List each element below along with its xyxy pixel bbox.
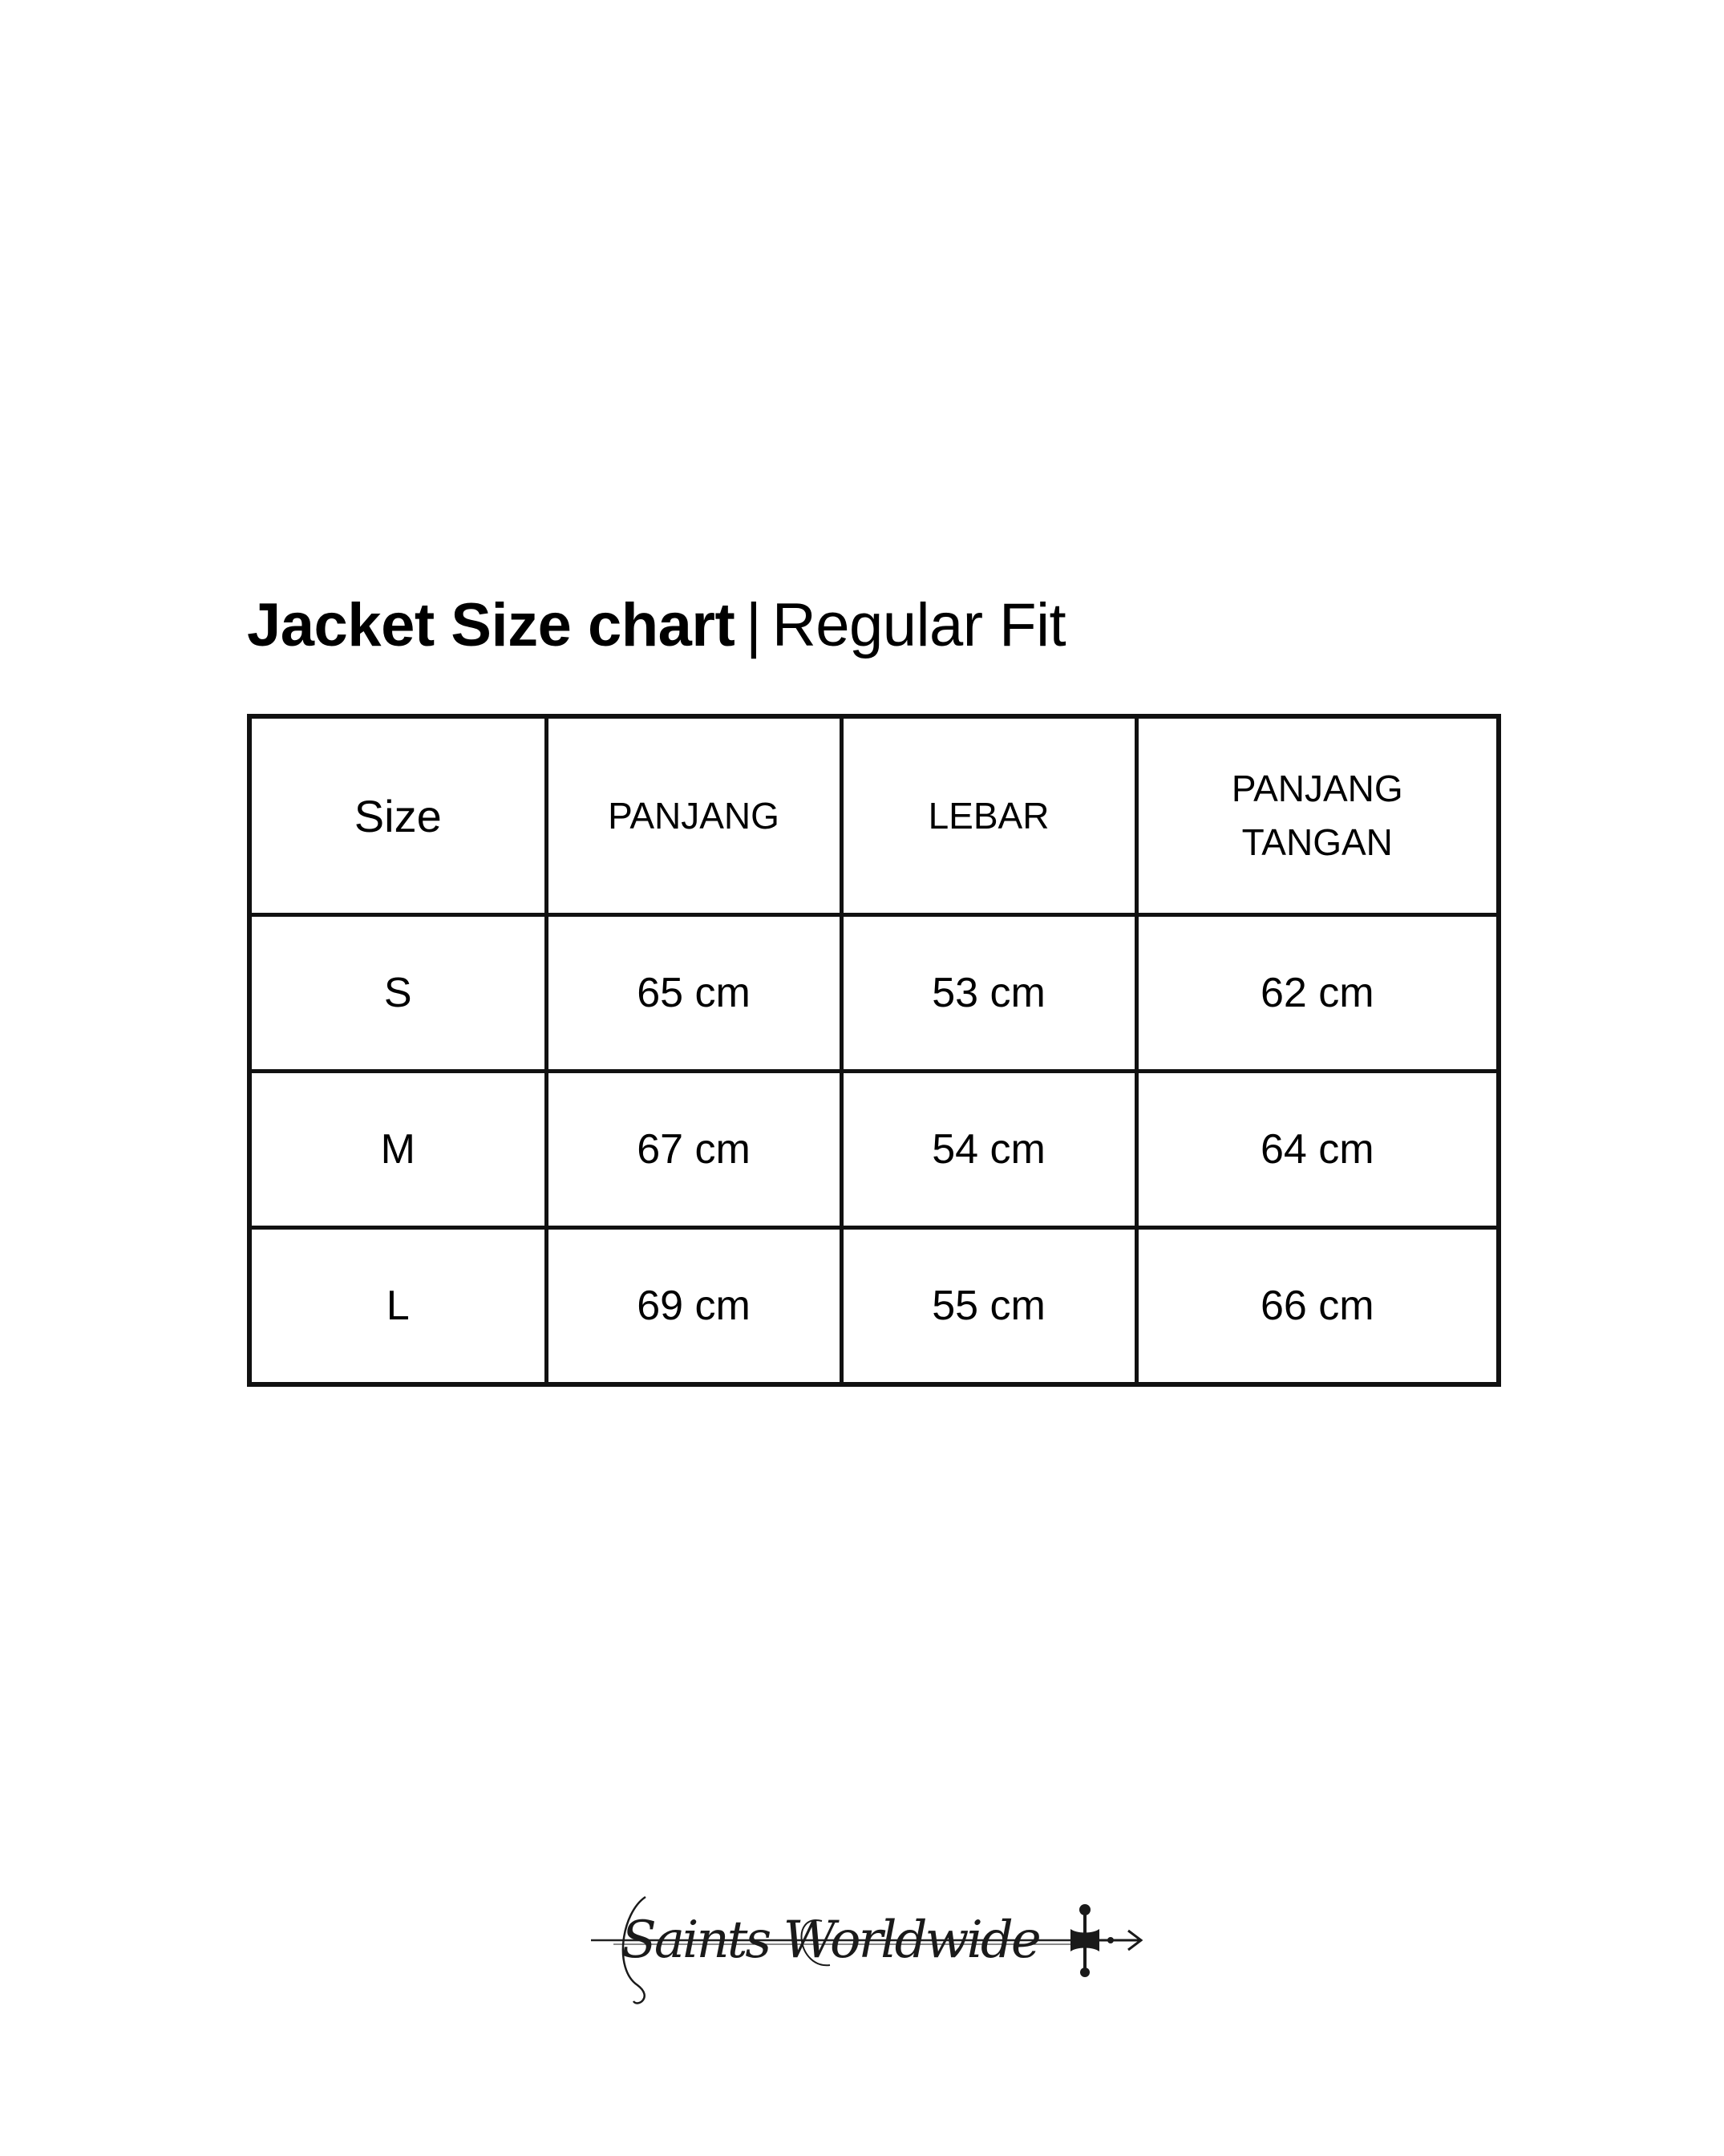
cell-size: S [249, 915, 546, 1072]
cell-panjang-tangan: 64 cm [1136, 1072, 1499, 1228]
title-separator: | [745, 591, 762, 659]
cell-panjang: 65 cm [546, 915, 841, 1072]
cell-panjang: 69 cm [546, 1228, 841, 1385]
cell-panjang: 67 cm [546, 1072, 841, 1228]
cell-size: M [249, 1072, 546, 1228]
cell-lebar: 54 cm [841, 1072, 1136, 1228]
size-chart-table [247, 714, 1501, 1387]
cell-panjang-tangan: 62 cm [1136, 915, 1499, 1072]
cell-size: L [249, 1228, 546, 1385]
logo-text: Saints Worldwide [621, 1911, 1039, 1970]
header-panjang-tangan-line1: PANJANG [1231, 768, 1403, 810]
header-panjang-tangan [1136, 716, 1499, 915]
title-main: Jacket Size chart [247, 591, 735, 659]
table-row [249, 1072, 1499, 1228]
table-row [249, 1228, 1499, 1385]
cell-lebar: 53 cm [841, 915, 1136, 1072]
page-title [247, 591, 1066, 659]
sword-hilt-icon [1070, 1904, 1141, 1977]
title-fit: Regular Fit [771, 591, 1066, 659]
header-panjang-tangan-line2: TANGAN [1241, 821, 1393, 863]
header-panjang: PANJANG [546, 716, 841, 915]
table-header-row [249, 716, 1499, 915]
table-row [249, 915, 1499, 1072]
saints-worldwide-logo [589, 1881, 1143, 2009]
cell-panjang-tangan: 66 cm [1136, 1228, 1499, 1385]
header-lebar: LEBAR [841, 716, 1136, 915]
header-size: Size [249, 716, 546, 915]
cell-lebar: 55 cm [841, 1228, 1136, 1385]
